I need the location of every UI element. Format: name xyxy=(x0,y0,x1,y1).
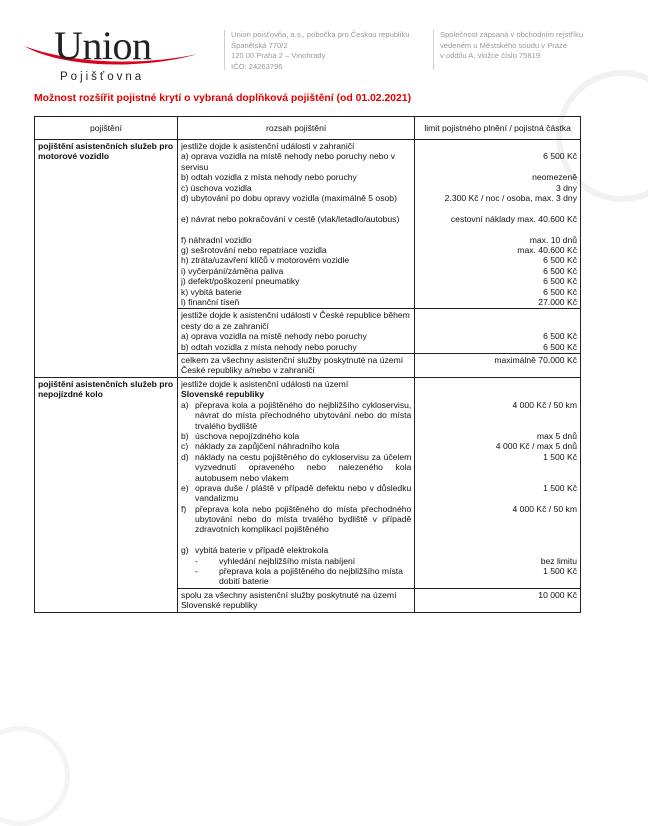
motor-czech-scope: jestliže dojde k asistenční události v České republice během cesty do a ze zahraničí a) oprava vozidla na místě nehody nebo poruchy b) odtah vozidla z místa nehody nebo poruchy xyxy=(178,309,415,354)
motor-insurance-name: pojištění asistenčních služeb pro motorové vozidlo xyxy=(35,140,178,378)
motor-abroad-limits: 6 500 Kč neomezeně 3 dny 2.300 Kč / noc / osoba, max. 3 dny cestovní náklady max. 40.600 Kč max. 10 dnů max. 40.600 Kč 6 500 Kč 6 500 Kč 6 500 Kč 6 500 Kč 27.000 Kč xyxy=(415,140,581,309)
table-row xyxy=(35,377,581,588)
header-insurance: pojištění xyxy=(35,117,178,140)
motor-czech-limits: 6 500 Kč 6 500 Kč xyxy=(415,309,581,354)
table-header-row xyxy=(35,117,581,140)
logo-word: Union xyxy=(54,23,152,68)
company-address: Union poisťovňa, a.s., pobočka pro Českou republiku Španělská 770/2 120 00 Praha 2 – Vinohrady IČO: 24263796 xyxy=(231,30,410,71)
header-limit: limit pojistného plnění / pojistná částka xyxy=(415,117,581,140)
header-separator xyxy=(224,30,225,70)
union-logo xyxy=(22,18,202,88)
logo-subtitle: Pojišťovna xyxy=(60,71,145,83)
motor-total-limit: maximálně 70.000 Kč xyxy=(415,354,581,378)
list-item: c) náklady za zapůjčení náhradního kola xyxy=(181,441,340,452)
document-title: Možnost rozšířit pojistné krytí o vybraná doplňková pojištění (od 01.02.2021) xyxy=(34,93,412,104)
header-separator xyxy=(433,30,434,70)
list-item: a) přeprava kola a pojištěného do nejbližšího cykloservisu, návrat do místa přechodného ubytování nebo do místa trvalého bydliště xyxy=(181,399,412,431)
bike-limits: 4 000 Kč / 50 km max 5 dnů 4 000 Kč / max 5 dnů 1 500 Kč 1 500 Kč 4 000 Kč / 50 km bez limitu 1 500 Kč xyxy=(415,377,581,588)
list-item: f) přeprava kola nebo pojištěného do místa přechodného ubytování nebo do místa trvalého bydliště v případě zdravotních komplikací pojištěného xyxy=(181,503,412,535)
table-row xyxy=(35,140,581,309)
list-item: b) úschova nepojízdného kola xyxy=(181,430,300,441)
header-scope: rozsah pojištění xyxy=(178,117,415,140)
bike-total-text: spolu za všechny asistenční služby poskytnuté na území Slovenské republiky xyxy=(178,588,415,612)
motor-abroad-scope: jestliže dojde k asistenční události v zahraničí a) oprava vozidla na místě nehody nebo poruchy nebo v servisu b) odtah vozidla z místa nehody nebo poruchy c) úschova vozidla d) ubytování po dobu opravy vozidla (maximálně 5 osob) e) návrat nebo pokračování v cestě (vlak/letadlo/autobus) f) náhradní vozidlo g) sešrotování nebo repatriace vozidla h) ztráta/uzavření klíčů v motorovém vozidle i) vyčerpání/záměna paliva j) defekt/poškození pneumatiky k) vybitá baterie l) finanční tíseň xyxy=(178,140,415,309)
bike-scope: jestliže dojde k asistenční události na území Slovenské republiky a) přeprava kola a pojištěného do nejbližšího cykloservisu, návrat do místa přechodného ubytování nebo do místa trvalého bydliště b) úschova nepojízdného kola c) náklady za zapůjčení náhradního kola d) náklady na cestu pojištěného do cykloservisu za účelem vyzvednutí opraveného nebo nalezeného kola autobusem nebo vlakem e) oprava duše / pláště v případě defektu nebo v důsledku vandalizmu f) přeprava kola nebo pojištěného do místa přechodného ubytování nebo do místa trvalého bydliště v případě zdravotních komplikací pojištěného g) vybitá baterie v případě elektrokola - vyhledání nejbližšího místa nabíjení - přeprava kola a pojištěného do nejbližšího místa dobití baterie xyxy=(178,377,415,588)
list-subitem: - vyhledání nejbližšího místa nabíjení xyxy=(195,555,356,566)
company-registry: Společnost zapsaná v obchodním rejstříku vedeném u Městského soudu v Praze v oddílu A, vložce číslo 75819 xyxy=(440,30,584,60)
decorative-ring-bottom xyxy=(0,726,70,826)
insurance-table xyxy=(34,116,581,613)
bike-insurance-name: pojištění asistenčních služeb pro nepojízdné kolo xyxy=(35,377,178,612)
list-item: e) oprava duše / pláště v případě defektu nebo v důsledku vandalizmu xyxy=(181,482,412,504)
bike-total-limit: 10 000 Kč xyxy=(415,588,581,612)
list-item: g) vybitá baterie v případě elektrokola xyxy=(181,545,329,556)
list-item: d) náklady na cestu pojištěného do cykloservisu za účelem vyzvednutí opraveného nebo nalezeného kola autobusem nebo vlakem xyxy=(181,451,412,483)
list-subitem: - přeprava kola a pojištěného do nejbližšího místa dobití baterie xyxy=(195,566,403,587)
motor-total-text: celkem za všechny asistenční služby poskytnuté na území České republiky a/nebo v zahraničí xyxy=(178,354,415,378)
